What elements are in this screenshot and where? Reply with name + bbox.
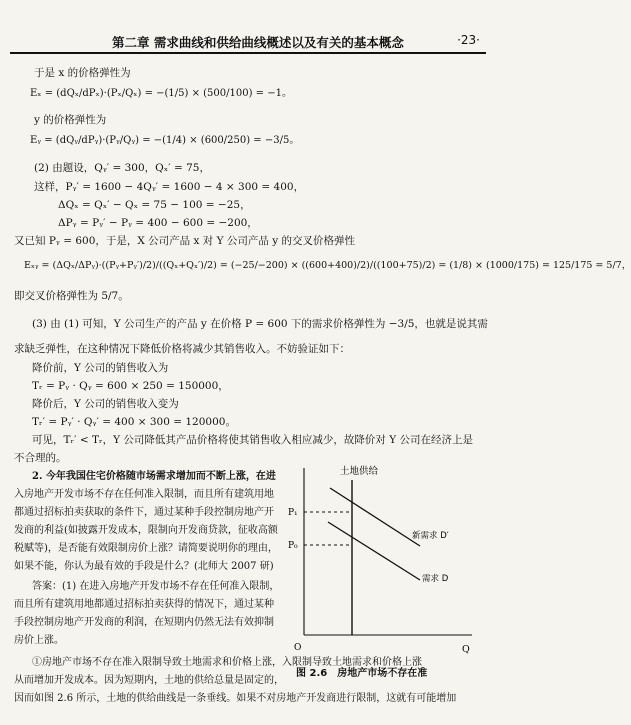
new-demand-label: 新需求 D′: [412, 531, 449, 541]
answer-line: 而且所有建筑用地都通过招标拍卖获得的情况下，通过某种: [14, 599, 274, 610]
text-line: 求缺乏弹性，在这种情况下降低价格将减少其销售收入。不妨验证如下：: [14, 343, 350, 355]
text-line: 这样，Pᵧ′ = 1600 − 4Qᵧ′ = 1600 − 4 × 300 = 400，: [34, 181, 305, 193]
answer-line: 房价上涨。: [14, 635, 64, 646]
question-line: 税赋等)，是否能有效限制房价上涨？请简要说明你的理由，: [14, 543, 278, 554]
text-line: ΔQₓ = Qₓ′ − Qₓ = 75 − 100 = −25，: [58, 199, 251, 211]
answer-line: ①房地产市场不存在准入限制导致土地需求和价格上涨，入限制导致土地需求和价格上涨: [32, 657, 422, 668]
answer-line: 答案：(1) 在进入房地产开发市场不存在任何准入限制，: [32, 581, 280, 592]
answer-line: 因而如图 2.6 所示，土地的供给曲线是一条垂线。如果不对房地产开发商进行限制，这就有可能增加: [14, 693, 457, 704]
text-line: ΔPᵧ = Pᵧ′ − Pᵧ = 400 − 600 = −200，: [58, 217, 258, 229]
running-header: [10, 30, 486, 54]
demand-label: 需求 D: [422, 574, 449, 584]
text-line: 可见，Tᵣ′ < Tᵣ，Y 公司降低其产品价格将使其销售收入相应减少，故降价对 Y 公司在经济上是: [32, 434, 474, 446]
text-line: (2) 由题设，Qᵧ′ = 300，Qₓ′ = 75，: [34, 162, 210, 174]
question-line: 2. 今年我国住宅价格随市场需求增加而不断上涨，在进: [32, 471, 276, 482]
formula-y-elasticity: Eᵧ = (dQᵧ/dPᵧ)·(Pᵧ/Qᵧ) = −(1/4) × (600/250) = −3/5。: [30, 135, 300, 146]
text-line: Tᵣ = Pᵧ · Qᵧ = 600 × 250 = 150000，: [32, 380, 229, 392]
p0-label: P₀: [288, 541, 298, 551]
origin-label: O: [294, 643, 302, 653]
formula-cross-elasticity: Eₓᵧ = (ΔQₓ/ΔPᵧ)·((Pᵧ+Pᵧ′)/2)/((Qₓ+Qₓ′)/2) = (−25/−200) × ((600+400)/2)/((100+75)/2) = (1/8) × (1000/175) = 125/175 = 5/7，: [24, 260, 631, 271]
demand-curve: [328, 522, 420, 580]
text-line: 又已知 Pᵧ = 600，于是，X 公司产品 x 对 Y 公司产品 y 的交叉价格弹性: [14, 235, 355, 247]
text-line: 不合理的。: [14, 452, 67, 464]
question-line: 如果不能，你认为最有效的手段是什么？(北师大 2007 研): [14, 561, 274, 572]
question-line: 入房地产开发市场不存在任何准入限制，而且所有建筑用地: [14, 489, 274, 500]
figure-caption: 图 2.6 房地产市场不存在准: [296, 668, 428, 679]
text-line: 降价后，Y 公司的销售收入变为: [32, 398, 179, 410]
p1-label: P₁: [288, 508, 298, 518]
text-line: 降价前，Y 公司的销售收入为: [32, 362, 169, 374]
text-line: y 的价格弹性为: [34, 114, 107, 126]
text-line: Tᵣ′ = Pᵧ′ · Qᵧ′ = 400 × 300 = 120000。: [32, 416, 236, 428]
text-line: 于是 x 的价格弹性为: [34, 67, 131, 79]
q-axis-label: Q: [462, 644, 470, 655]
new-demand-curve: [330, 488, 420, 546]
page-number: ·23·: [457, 33, 480, 47]
text-line: (3) 由 (1) 可知，Y 公司生产的产品 y 在价格 P = 600 下的需求价格弹性为 −3/5，也就是说其需: [32, 318, 488, 330]
answer-line: 从而增加开发成本。因为短期内，土地的供给总量是固定的，: [14, 675, 284, 686]
chapter-title: 第二章 需求曲线和供给曲线概述以及有关的基本概念: [112, 35, 404, 50]
text-line: 即交叉价格弹性为 5/7。: [14, 290, 129, 302]
supply-label: 土地供给: [340, 466, 379, 477]
question-line: 都通过招标拍卖获取的条件下，通过某种手段控制房地产开: [14, 507, 274, 518]
question-line: 发商的利益(如披露开发成本，限制向开发商贷款，征收高额: [14, 525, 278, 536]
answer-line: 手段控制房地产开发商的利润，在短期内仍然无法有效抑制: [14, 617, 274, 628]
formula-x-elasticity: Eₓ = (dQₓ/dPₓ)·(Pₓ/Qₓ) = −(1/5) × (500/100) = −1。: [30, 88, 292, 99]
land-market-figure: [284, 460, 480, 660]
